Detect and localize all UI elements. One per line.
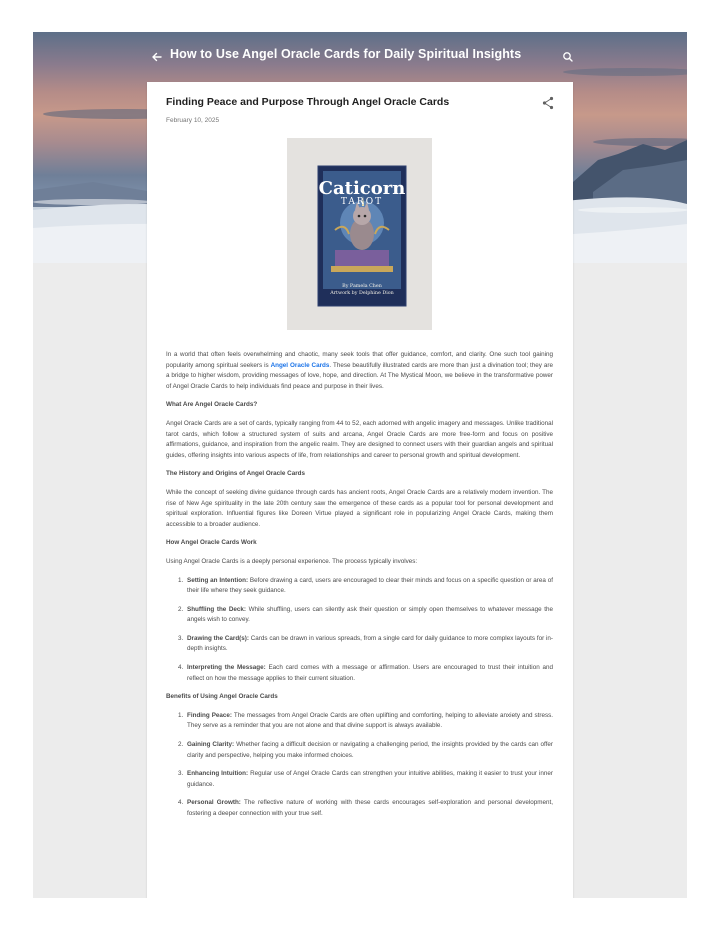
list-item: 1. Finding Peace: The messages from Angel Oracle Cards are often uplifting and comforting, helping to alleviate anxiety and stress. They serve as a reminder that you are not alone and that divine support is always available. xyxy=(185,711,553,732)
share-button[interactable] xyxy=(540,95,556,111)
list-item: 4. Personal Growth: The reflective nature of working with these cards encourages self-exploration and personal development, fostering a deeper connection with your true self. xyxy=(185,798,553,819)
list-item: 2. Shuffling the Deck: While shuffling, users can silently ask their question or simply open themselves to whatever message the angels wish to convey. xyxy=(185,605,553,626)
list-item: 1. Setting an Intention: Before drawing a card, users are encouraged to clear their minds and focus on a specific question or area of their life where they seek guidance. xyxy=(185,576,553,597)
cover-title-line2: TAROT xyxy=(340,197,384,207)
benefits-list xyxy=(166,711,553,820)
list-item: 2. Gaining Clarity: Whether facing a difficult decision or navigating a challenging period, the insights provided by the cards can offer clarity and perspective, helping you make informed choices. xyxy=(185,740,553,761)
steps-list xyxy=(166,576,553,685)
section-paragraph: While the concept of seeking divine guidance through cards has ancient roots, Angel Oracle Cards are a relatively modern invention. The rise of New Age spirituality in the late 20th century saw the emergence of these cards as a popular tool for personal development and spiritual exploration. Influential figures like Doreen Virtue played a significant role in popularizing Angel Oracle Cards, making them accessible to a broader audience. xyxy=(166,488,553,528)
back-button[interactable] xyxy=(146,46,168,68)
section-paragraph: Angel Oracle Cards are a set of cards, typically ranging from 44 to 52, each adorned with angelic imagery and messages. Unlike traditional tarot cards, which follow a structured system of suits and arcana, Angel Oracle Cards are more free-form and focus on positive affirmations, guidance, and inspiration from the angelic realm. They are designed to connect users with their guardian angels and spiritual guides, offering insights into various aspects of life, from relationships and career to personal growth and spiritual development. xyxy=(166,419,553,459)
tarot-box-photo xyxy=(287,138,432,330)
cover-credit-line2: Artwork by Delphine Dion xyxy=(330,291,394,296)
list-item: 4. Interpreting the Message: Each card comes with a message or affirmation. Users are encouraged to trust their intuition and reflect on how the message applies to their current situation. xyxy=(185,663,553,684)
arrow-left-icon xyxy=(146,46,168,68)
page-frame xyxy=(33,32,687,898)
blog-title[interactable]: How to Use Angel Oracle Cards for Daily Spiritual Insights xyxy=(170,47,522,61)
search-button[interactable] xyxy=(557,46,579,68)
section-paragraph: Using Angel Oracle Cards is a deeply personal experience. The process typically involves: xyxy=(166,557,418,565)
cover-credit-line1: By Pamela Chen xyxy=(342,284,382,289)
search-icon xyxy=(557,46,579,68)
top-app-bar xyxy=(33,32,687,80)
post-card xyxy=(147,82,573,898)
angel-oracle-cards-link[interactable]: Angel Oracle Cards xyxy=(270,361,330,369)
section-heading: How Angel Oracle Cards Work xyxy=(166,539,257,547)
list-item: 3. Enhancing Intuition: Regular use of Angel Oracle Cards can strengthen your intuitive abilities, making it easier to trust your inner guidance. xyxy=(185,769,553,790)
post-cover-image[interactable] xyxy=(287,138,432,330)
list-item: 3. Drawing the Card(s): Cards can be drawn in various spreads, from a single card for daily guidance to more complex layouts for in-depth insights. xyxy=(185,634,553,655)
section-heading: The History and Origins of Angel Oracle Cards xyxy=(166,470,306,478)
section-heading: Benefits of Using Angel Oracle Cards xyxy=(166,693,278,701)
cover-title-line1: Caticorn xyxy=(318,178,406,199)
intro-paragraph: In a world that often feels overwhelming and chaotic, many seek tools that offer guidance, comfort, and clarity. One such tool gaining popularity among spiritual seekers is Angel Oracle Cards. These beautifully illustrated cards are more than just a divination tool; they are a bridge to higher wisdom, providing messages of love, hope, and direction. At The Mystical Moon, we believe in the transformative power of Angel Oracle Cards to help individuals find peace and purpose in their lives. xyxy=(166,351,553,390)
post-date: February 10, 2025 xyxy=(166,117,220,124)
post-title: Finding Peace and Purpose Through Angel Oracle Cards xyxy=(166,96,450,108)
post-body xyxy=(166,350,553,828)
section-heading: What Are Angel Oracle Cards? xyxy=(166,401,258,409)
share-icon xyxy=(540,95,556,111)
